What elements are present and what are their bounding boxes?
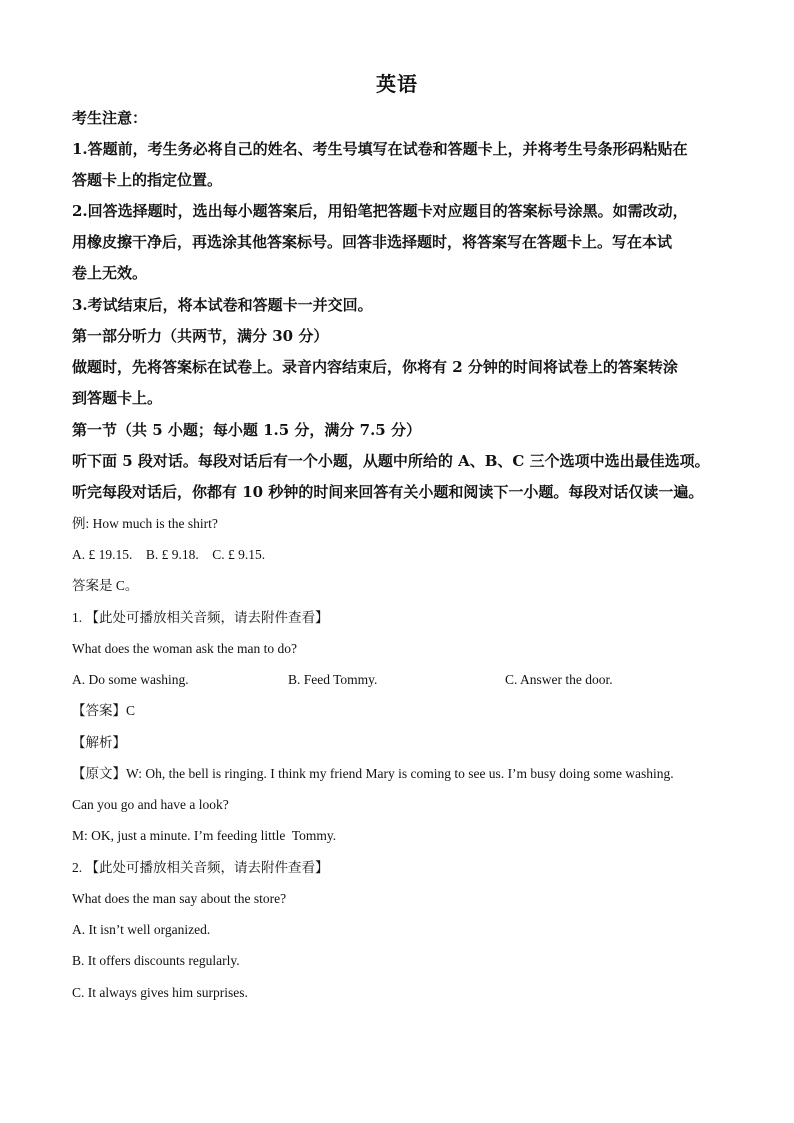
part1-instruction-2: 到答题卡上。 — [72, 389, 163, 407]
q1-answer: 【答案】C — [72, 703, 136, 718]
notice-item-1: 1.答题前，考生务必将自己的姓名、考生号填写在试卷和答题卡上，并将考生号条形码粘贴在 — [72, 140, 688, 158]
page-title: 英语 — [376, 72, 418, 96]
part1-heading: 第一部分听力（共两节，满分 30 分） — [72, 327, 329, 345]
notice-heading: 考生注意： — [72, 109, 148, 127]
q2-option-b: B. It offers discounts regularly. — [72, 953, 240, 968]
q2-question: What does the man say about the store? — [72, 891, 287, 906]
notice-item-3: 3.考试结束后，将本试卷和答题卡一并交回。 — [72, 296, 373, 314]
example-answer: 答案是 C。 — [72, 578, 139, 593]
section1-line-2: 听完每段对话后，你都有 10 秒钟的时间来回答有关小题和阅读下一小题。每段对话仅读一遍。 — [72, 483, 704, 501]
notice-item-2-cont: 用橡皮擦干净后，再选涂其他答案标号。回答非选择题时，将答案写在答题卡上。写在本试 — [72, 233, 673, 251]
part1-instruction-1: 做题时，先将答案标在试卷上。录音内容结束后，你将有 2 分钟的时间将试卷上的答案转涂 — [72, 358, 678, 376]
q2-header: 2. 【此处可播放相关音频，请去附件查看】 — [72, 860, 329, 875]
q1-analysis-label: 【解析】 — [72, 735, 126, 750]
notice-item-2-cont2: 卷上无效。 — [72, 264, 148, 282]
notice-item-2: 2.回答选择题时，选出每小题答案后，用铅笔把答题卡对应题目的答案标号涂黑。如需改动， — [72, 202, 688, 220]
q2-option-a: A. It isn’t well organized. — [72, 922, 211, 937]
q1-question: What does the woman ask the man to do? — [72, 641, 297, 656]
section1-heading: 第一节（共 5 小题；每小题 1.5 分，满分 7.5 分） — [72, 421, 421, 439]
example-question: 例: How much is the shirt? — [72, 516, 218, 531]
example-options: A. £ 19.15. B. £ 9.18. C. £ 9.15. — [72, 547, 266, 562]
q1-transcript-line-3: M: OK, just a minute. I’m feeding little Tommy. — [72, 828, 337, 843]
q2-option-c: C. It always gives him surprises. — [72, 985, 248, 1000]
q1-option-b: B. Feed Tommy. — [288, 672, 378, 687]
q1-transcript-line-1: 【原文】W: Oh, the bell is ringing. I think my friend Mary is coming to see us. I’m busy doing some washing. — [72, 766, 674, 781]
section1-line-1: 听下面 5 段对话。每段对话后有一个小题，从题中所给的 A、B、C 三个选项中选出最佳选项。 — [72, 452, 710, 470]
q1-option-a: A. Do some washing. — [72, 672, 189, 687]
q1-transcript-line-2: Can you go and have a look? — [72, 797, 229, 812]
q1-header: 1. 【此处可播放相关音频，请去附件查看】 — [72, 610, 329, 625]
notice-item-1-cont: 答题卡上的指定位置。 — [72, 171, 223, 189]
q1-option-c: C. Answer the door. — [505, 672, 613, 687]
